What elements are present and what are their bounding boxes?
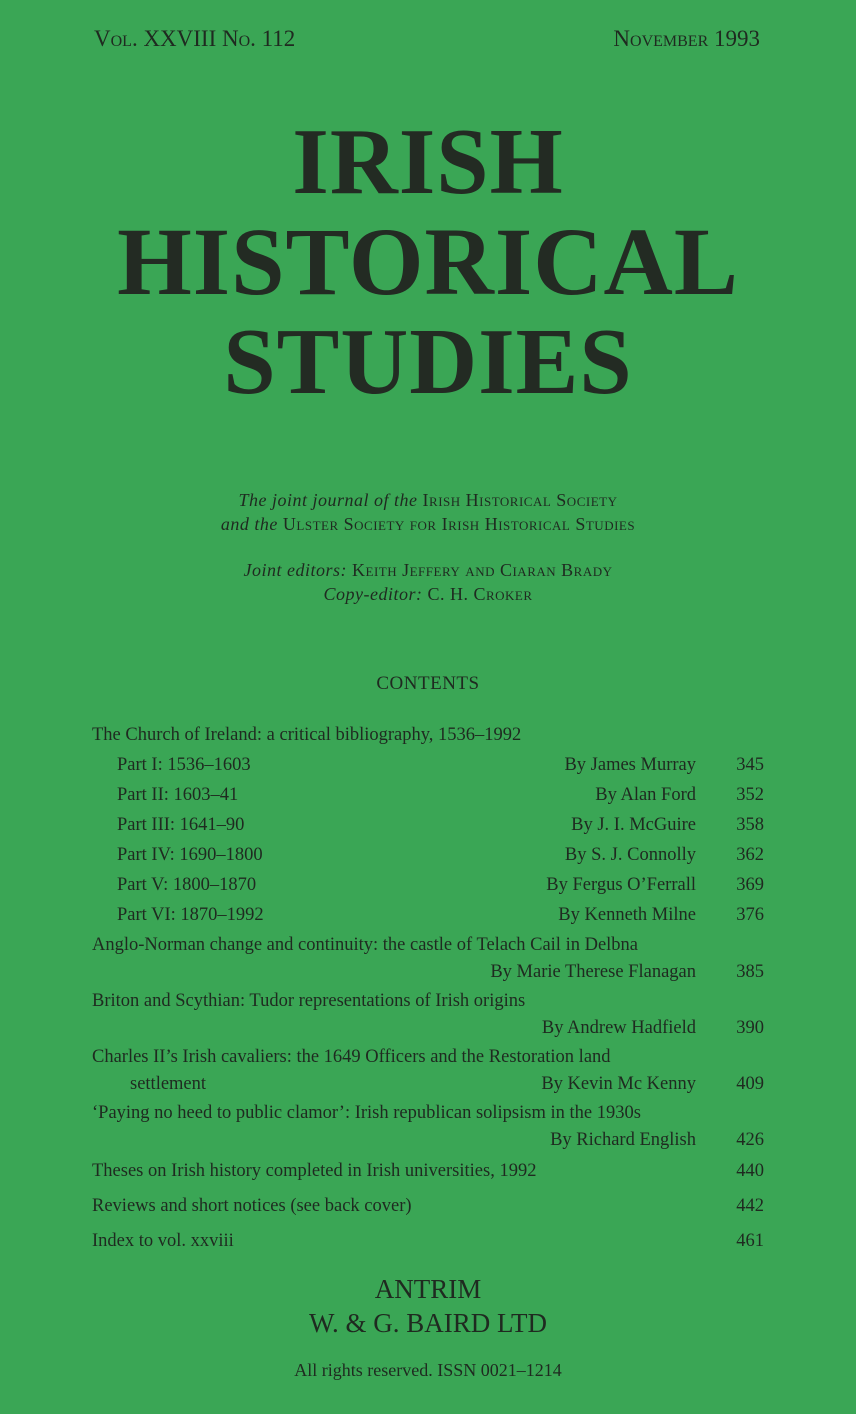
copy-editor-label: Copy-editor: — [323, 584, 423, 604]
contents-heading: CONTENTS — [376, 673, 480, 694]
article-author: By Kevin Mc Kenny — [541, 1074, 696, 1094]
page-number: 390 — [736, 1018, 764, 1038]
toc-article — [92, 1100, 764, 1154]
toc-article — [92, 1044, 764, 1098]
table-of-contents — [92, 720, 764, 1259]
society-name-1: Irish Historical Society — [422, 490, 618, 510]
article-title: Charles II’s Irish cavaliers: the 1649 Officers and the Restoration land — [92, 1047, 611, 1067]
part-label: Part V: 1800–1870 — [117, 875, 257, 895]
page-number: 461 — [736, 1231, 764, 1251]
page-number: 376 — [736, 905, 764, 925]
article-title: ‘Paying no heed to public clamor’: Irish republican solipsism in the 1930s — [92, 1103, 641, 1123]
part-author: By Kenneth Milne — [558, 905, 696, 925]
article-byline — [92, 958, 764, 986]
part-label: Part VI: 1870–1992 — [117, 905, 264, 925]
volume-number: Vol. XXVIII No. 112 — [94, 26, 296, 51]
description-prefix-1: The joint journal of the — [238, 490, 418, 510]
description-line-2 — [0, 512, 856, 536]
cover-header — [94, 26, 760, 52]
page-number: 362 — [736, 845, 764, 865]
page-number: 440 — [736, 1161, 764, 1181]
item-title: Reviews and short notices (see back cover) — [92, 1196, 412, 1216]
part-label: Part III: 1641–90 — [117, 815, 245, 835]
church-series-label: The Church of Ireland: a critical bibliography, 1536–1992 — [92, 725, 522, 745]
rights-notice: All rights reserved. ISSN 0021–1214 — [294, 1360, 562, 1380]
toc-item — [92, 1224, 764, 1259]
page-number: 409 — [736, 1074, 764, 1094]
copy-editor-name: C. H. Croker — [427, 584, 533, 604]
article-title: Briton and Scythian: Tudor representations of Irish origins — [92, 991, 526, 1011]
part-author: By J. I. McGuire — [571, 815, 696, 835]
copy-editor-line — [0, 582, 856, 606]
page-number: 352 — [736, 785, 764, 805]
joint-editors-line — [0, 558, 856, 582]
title-line-3: STUDIES — [223, 310, 633, 414]
toc-article — [92, 988, 764, 1042]
article-author: By Marie Therese Flanagan — [490, 962, 696, 982]
page-number: 385 — [736, 962, 764, 982]
article-author: By Richard English — [550, 1130, 696, 1150]
article-byline — [92, 1126, 764, 1154]
page-number: 442 — [736, 1196, 764, 1216]
toc-item — [92, 1154, 764, 1189]
title-line-1: IRISH — [292, 110, 564, 214]
joint-editors-names: Keith Jeffery and Ciaran Brady — [352, 560, 613, 580]
part-label: Part I: 1536–1603 — [117, 755, 251, 775]
journal-title — [0, 112, 856, 412]
item-title: Index to vol. xxviii — [92, 1231, 234, 1251]
editors-block — [0, 558, 856, 606]
description-line-1 — [0, 488, 856, 512]
page-number: 369 — [736, 875, 764, 895]
part-author: By Alan Ford — [595, 785, 696, 805]
toc-part-row — [92, 810, 764, 840]
article-author: By Andrew Hadfield — [541, 1018, 696, 1038]
part-label: Part II: 1603–41 — [117, 785, 239, 805]
article-title: Anglo-Norman change and continuity: the castle of Telach Cail in Delbna — [92, 935, 639, 955]
publisher-name: W. & G. BAIRD LTD — [308, 1308, 548, 1338]
journal-description — [0, 488, 856, 536]
joint-editors-label: Joint editors: — [243, 560, 348, 580]
society-name-2: Ulster Society for Irish Historical Studies — [282, 514, 636, 534]
article-title-cont — [92, 958, 490, 986]
toc-part-row — [92, 840, 764, 870]
part-label: Part IV: 1690–1800 — [117, 845, 263, 865]
article-byline — [92, 1014, 764, 1042]
toc-part-row — [92, 870, 764, 900]
church-series-title — [92, 720, 764, 750]
article-title-cont — [92, 1126, 550, 1154]
article-byline — [92, 1070, 764, 1098]
page-number: 345 — [736, 755, 764, 775]
part-author: By James Murray — [564, 755, 696, 775]
item-title: Theses on Irish history completed in Irish universities, 1992 — [92, 1161, 537, 1181]
toc-part-row — [92, 900, 764, 930]
article-title-cont — [92, 1014, 542, 1042]
page-number: 358 — [736, 815, 764, 835]
toc-part-row — [92, 750, 764, 780]
toc-article — [92, 932, 764, 986]
toc-item — [92, 1189, 764, 1224]
title-line-2: HISTORICAL — [117, 208, 739, 315]
issue-date: November 1993 — [613, 26, 760, 51]
publisher-block — [0, 1272, 856, 1340]
publisher-place: ANTRIM — [374, 1274, 482, 1304]
article-title-cont: settlement — [130, 1074, 207, 1094]
description-prefix-2: and the — [220, 514, 278, 534]
part-author: By Fergus O’Ferrall — [546, 875, 696, 895]
part-author: By S. J. Connolly — [564, 845, 696, 865]
toc-part-row — [92, 780, 764, 810]
page-number: 426 — [736, 1130, 764, 1150]
